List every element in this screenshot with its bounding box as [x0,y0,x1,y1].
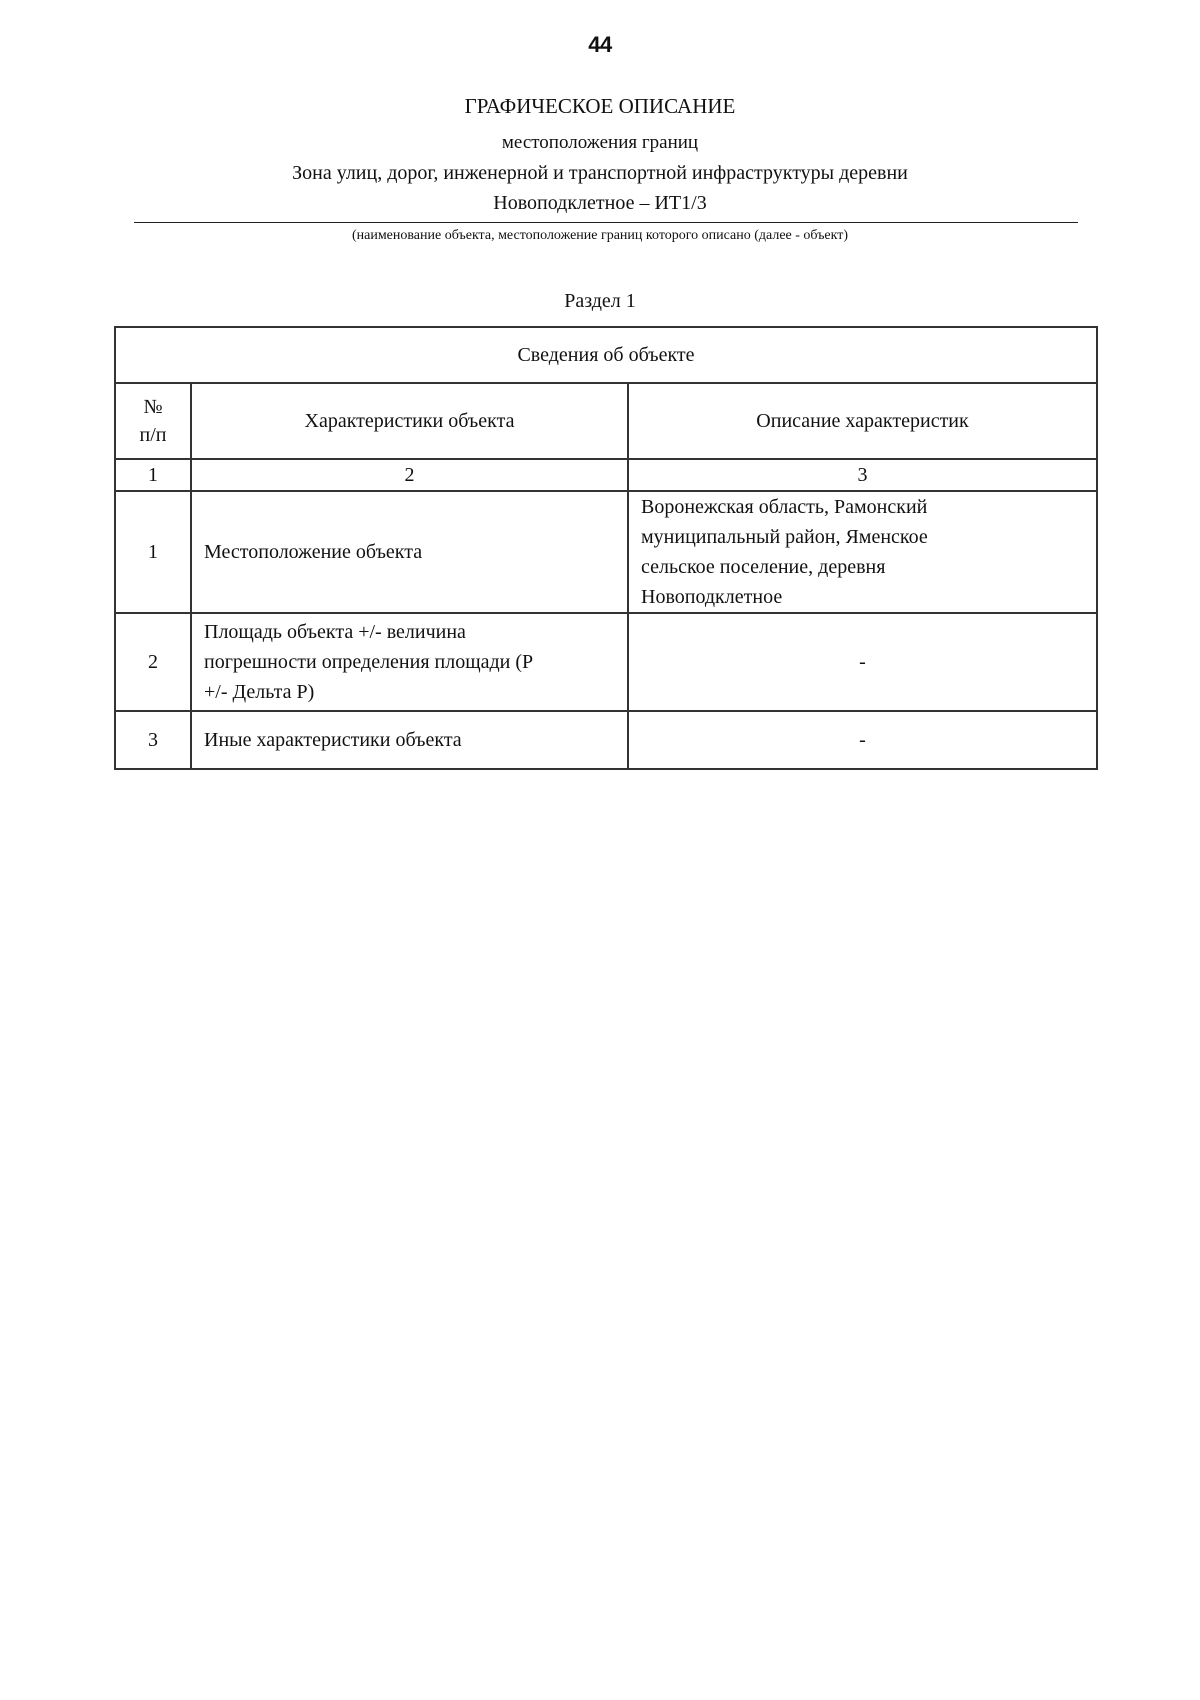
row-characteristic [191,613,628,711]
characteristic-text: погрешности определения площади (Р [204,651,534,673]
title-underline [134,222,1078,223]
section-label: Раздел 1 [564,290,636,312]
object-name-caption: (наименование объекта, местоположение границ которого описано (далее - объект) [351,228,849,243]
column-header-number-abbrev: п/п [139,424,167,446]
row-number: 3 [115,711,191,769]
document-subtitle-line-3: Новоподклетное – ИТ1/3 [493,192,707,214]
table-title-row [115,327,1097,383]
description-text: муниципальный район, Яменское [641,526,928,548]
table-row [115,613,1097,711]
column-header-number-symbol: № [143,396,163,418]
table-row [115,491,1097,613]
page-number: 44 [588,32,612,57]
characteristic-text: Площадь объекта +/- величина [204,621,466,643]
column-index: 2 [191,459,628,491]
characteristic-text: +/- Дельта Р) [204,681,315,703]
characteristic-text: Иные характеристики объекта [204,729,462,751]
row-number: 1 [115,491,191,613]
description-text: Новоподклетное [641,586,783,608]
description-text: Воронежская область, Рамонский [641,496,928,518]
row-description [628,711,1097,769]
description-text: - [859,651,866,673]
column-index: 1 [115,459,191,491]
document-subtitle-line-1: местоположения границ [501,132,699,153]
row-characteristic [191,711,628,769]
description-text: сельское поселение, деревня [641,556,886,578]
document-title: ГРАФИЧЕСКОЕ ОПИСАНИЕ [464,94,736,118]
table-row [115,711,1097,769]
column-index: 3 [628,459,1097,491]
row-characteristic [191,491,628,613]
row-number: 2 [115,613,191,711]
table-title: Сведения об объекте [115,327,1097,383]
column-header-characteristics: Характеристики объекта [191,383,628,459]
row-description [628,491,1097,613]
column-header-number [115,383,191,459]
column-header-description: Описание характеристик [628,383,1097,459]
row-description [628,613,1097,711]
description-text: - [859,729,866,751]
document-subtitle-line-2: Зона улиц, дорог, инженерной и транспортной инфраструктуры деревни [292,162,908,184]
table-header-row [115,383,1097,459]
characteristic-text: Местоположение объекта [204,541,423,563]
column-index-row [115,459,1097,491]
object-info-table [114,326,1098,770]
